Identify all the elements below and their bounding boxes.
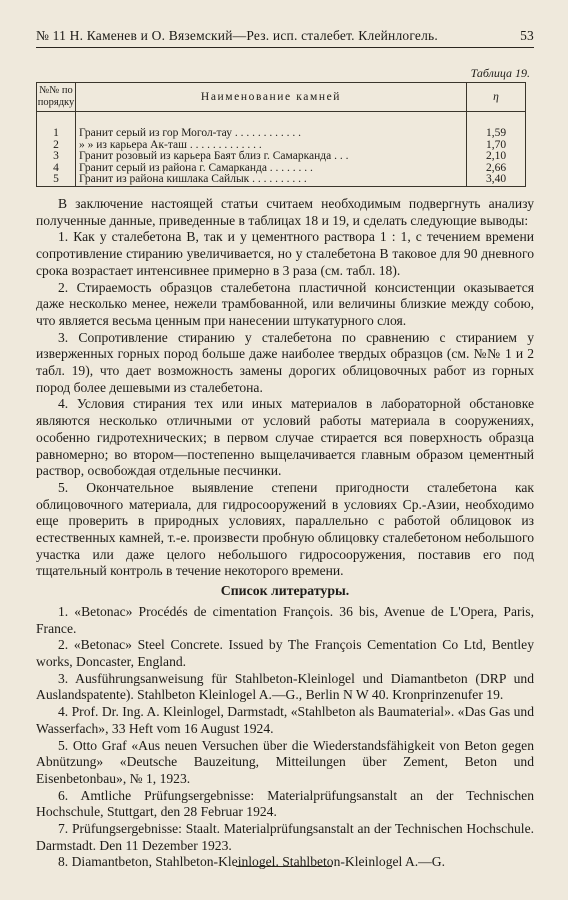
reference-item: 3. Ausführungsanweisung für Stahlbeton-Kleinlogel und Diamantbeton (DRP und Auslandspatente). Stahlbeton Kleinlogel A.—G., Berlin N W 40. Kronprinzenufer 19. [36, 670, 534, 703]
conclusion-3: 3. Сопротивление стиранию у сталебетона по сравнению с стиранием у изверженных горных пород больше даже наиболее твердых образцов (см. №№ 1 и 2 табл. 19), что дает возможность замены дорогих облицовочных работ из горных пород более дешевыми из сталебетона. [36, 329, 534, 395]
row-num: 1 [37, 128, 76, 140]
row-name: Гранит розовый из карьера Баят близ г. Самарканда . . . [76, 151, 467, 163]
row-value: 1,59 [467, 128, 526, 140]
reference-item: 4. Prof. Dr. Ing. A. Kleinlogel, Darmstadt, «Stahlbeton als Baumaterial». «Das Gas und Wasserfach», 33 Heft vom 16 August 1924. [36, 704, 534, 736]
table-caption: Таблица 19. [470, 66, 530, 80]
table-row [37, 128, 526, 140]
reference-list [36, 604, 534, 871]
header-title: № 11 Н. Каменев и О. Вяземский—Рез. исп. сталебет. Клейнлогель. [36, 28, 438, 43]
intro-paragraph: В заключение настоящей статьи считаем необходимым подвергнуть анализу полученные данные, приведенные в таблицах 18 и 19, и сделать следующие выводы: [36, 196, 534, 228]
reference-item: 8. Diamantbeton, Stahlbeton-Kleinlogel. Stahlbeton-Kleinlogel A.—G. [58, 854, 445, 870]
col-header-eta: η [467, 83, 526, 112]
reference-item: 6. Amtliche Prüfungsergebnisse: Materialprüfungsanstalt an der Technischen Hochschule, Stuttgart, den 28 Februar 1924. [36, 787, 534, 820]
row-num: 3 [37, 151, 76, 163]
table-row [37, 151, 526, 163]
literature-title: Список литературы. [220, 583, 350, 599]
stone-table [36, 82, 526, 187]
row-num: 4 [37, 163, 76, 175]
page-number: 53 [520, 28, 534, 43]
row-name: » » из карьера Ак-таш . . . . . . . . . . . . . [76, 140, 467, 152]
row-value: 2,10 [467, 151, 526, 163]
row-value: 3,40 [467, 174, 526, 186]
row-num: 5 [37, 174, 76, 186]
table-row [37, 174, 526, 186]
running-header [36, 28, 534, 48]
reference-item: 5. Otto Graf «Aus neuen Versuchen über die Wiederstandsfähigkeit von Beton gegen Abnützung» «Deutsche Bauzeitung, Mitteilungen über Zement, Beton und Eisenbetonbau», № 1, 1923. [36, 737, 534, 786]
conclusion-1: 1. Как у сталебетона В, так и у цементного раствора 1 : 1, с течением времени сопротивление стиранию увеличивается, но у сталебетона В таковое для 90 дневного срока возрастает интенсивнее примерно в 3 раза (см. табл. 18). [36, 229, 534, 278]
conclusion-5: 5. Окончательное выявление степени пригодности сталебетона как облицовочного материала, для гидросооружений в условиях Ср.-Азии, необходимо еще проверить в природных условиях, параллельно с работой облицовок из естественных камней, т.-е. произвести пробную облицовку сталебетоном небольшого участка или даже целого небольшого гидросооружения, поставив его под тщательный контроль в течение некоторого времени. [36, 479, 534, 579]
row-name: Гранит серый из гор Могол-тау . . . . . . . . . . . . [76, 128, 467, 140]
conclusion-4: 4. Условия стирания тех или иных материалов в лабораторной обстановке являются несколько отличными от условий работы материала в сооружениях, особенно гидротехнических; в первом случае стирается вся поверхность образца равномерно; во втором—постепенно выщелачивается главным образом цементный раствор, освобождая отдельные песчинки. [36, 396, 534, 479]
row-name: Гранит из района кишлака Сайлык . . . . . . . . . . [76, 174, 467, 186]
col-header-num: №№ по порядку [37, 83, 76, 112]
body-text [36, 196, 534, 871]
row-num: 2 [37, 140, 76, 152]
conclusion-2: 2. Стираемость образцов сталебетона пластичной консистенции оказывается даже несколько менее, нежели трамбованной, или величины близкие между собою, что является весьма ценным при нанесении штукатурного слоя. [36, 279, 534, 328]
row-name: Гранит серый из района г. Самарканда . . . . . . . . [76, 163, 467, 175]
table-spacer-row [37, 112, 526, 129]
col-header-name: Наименование камней [76, 83, 467, 112]
reference-item: 7. Prüfungsergebnisse: Staalt. Materialprüfungsanstalt an der Technischen Hochschule. Darmstadt. Den 11 Dezember 1923. [36, 821, 534, 853]
reference-item: 2. «Betonac» Steel Concrete. Issued by The François Cementation Co Ltd, Bentley works, Doncaster, England. [36, 637, 534, 669]
end-divider [236, 866, 332, 867]
row-value: 2,66 [467, 163, 526, 175]
reference-item: 1. «Betonac» Procédés de cimentation François. 36 bis, Avenue de L'Opera, Paris, France. [36, 603, 534, 636]
row-value: 1,70 [467, 140, 526, 152]
